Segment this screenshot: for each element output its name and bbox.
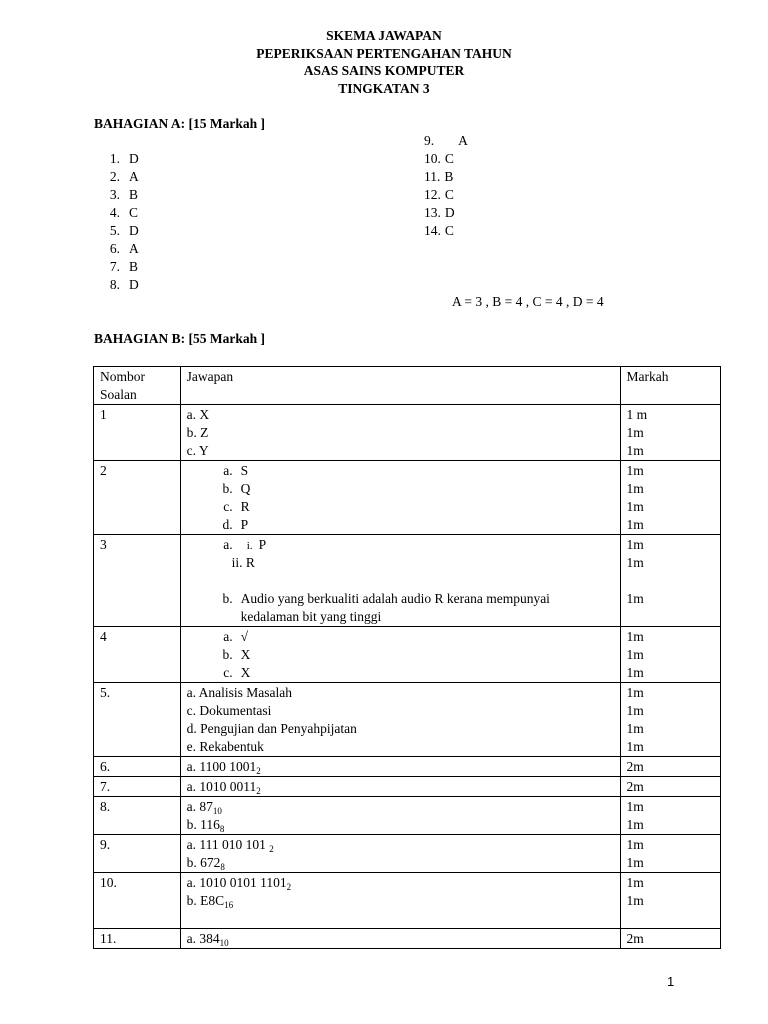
table-row: 10. a. 1010 0101 $1101_2$ b. $E8C_{16}$ 1m 1m xyxy=(94,873,721,929)
page-number: 1 xyxy=(667,974,675,989)
answer-item: 10. C xyxy=(424,151,454,166)
answer-item: 2. A xyxy=(109,169,139,184)
answer-item: 13. D xyxy=(424,205,455,220)
section-a-answers-col1 xyxy=(98,150,139,294)
table-row: 4 a. √ b. X c. X 1m 1m 1m xyxy=(94,627,721,683)
table-header-row xyxy=(94,367,721,405)
table-row: 9. a. 111 010 101 $_2$ b. $672_8$ 1m 1m xyxy=(94,835,721,873)
answer-item: 12. C xyxy=(424,187,454,202)
table-row: 7. a. 1010 $0011_2$ 2m xyxy=(94,777,721,797)
table-row: 6. a. 1100 $1001_2$ 2m xyxy=(94,757,721,777)
answer-table xyxy=(93,366,721,949)
answer-item: 9. A xyxy=(424,133,468,148)
header-title: SKEMA JAWAPAN xyxy=(326,28,442,43)
header-jawapan: Jawapan xyxy=(180,367,620,405)
answer-item: 11. B xyxy=(424,169,454,184)
section-b-title: BAHAGIAN B: [55 Markah ] xyxy=(94,331,265,346)
section-a-title: BAHAGIAN A: [15 Markah ] xyxy=(94,116,265,131)
answer-item: 3. B xyxy=(109,187,139,202)
table-row: 8. a. $87_{10}$ b. $116_8$ 1m 1m xyxy=(94,797,721,835)
header-level: TINGKATAN 3 xyxy=(338,80,430,96)
header-nombor: Nombor Soalan xyxy=(94,367,181,405)
answer-item: 4. C xyxy=(109,205,139,220)
table-row: 3 a. i. P ii. R b. Audio yang berkualiti adalah audio R kerana mempunyai kedalaman bit yang tinggi 1m 1m 1m xyxy=(94,535,721,627)
document-header xyxy=(0,27,768,97)
header-subject: ASAS SAINS KOMPUTER xyxy=(303,63,465,78)
answer-item: 14. C xyxy=(424,223,454,238)
section-a-answers-col2 xyxy=(424,132,468,240)
answer-count-summary: A = 3 , B = 4 , C = 4 , D = 4 xyxy=(452,294,604,309)
answer-item: 5. D xyxy=(109,223,139,238)
table-row: 5. a. Analisis Masalah c. Dokumentasi d. Pengujian dan Penyahpijatan e. Rekabentuk 1m 1m 1m 1m xyxy=(94,683,721,757)
header-markah: Markah xyxy=(620,367,721,405)
answer-item: 8. D xyxy=(109,277,139,292)
table-row: 11. a. $384_{10}$ 2m xyxy=(94,929,721,949)
answer-item: 6. A xyxy=(109,241,139,256)
table-row: 2 a. S b. Q c. R d. P 1m 1m 1m 1m xyxy=(94,461,721,535)
answer-item: 7. B xyxy=(109,259,139,274)
header-exam: PEPERIKSAAN PERTENGAHAN TAHUN xyxy=(256,45,512,61)
table-row: 1 a. X b. Z c. Y 1 m 1m 1m xyxy=(94,405,721,461)
answer-item: 1. D xyxy=(109,151,139,166)
